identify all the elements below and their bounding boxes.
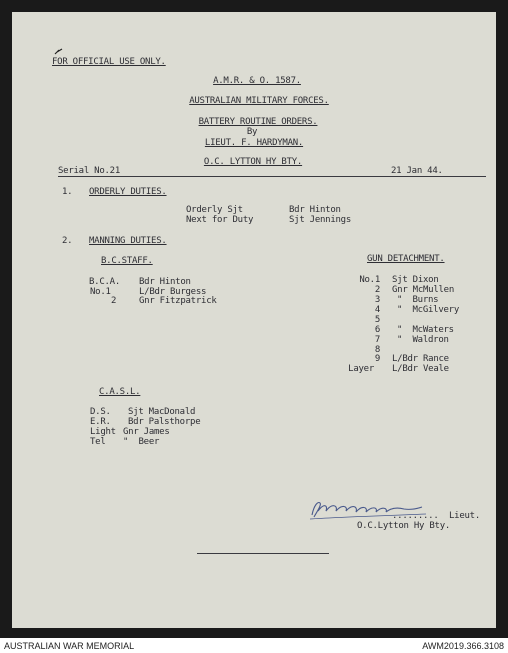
staff-role: B.C.A. (88, 277, 120, 287)
signature-title: O.C.Lytton Hy Bty. (357, 521, 451, 531)
casl-name: Sjt MacDonald (128, 407, 196, 417)
casl-role: Tel (90, 437, 106, 447)
gun-position: 2 (374, 285, 380, 295)
subsection-heading: GUN DETACHMENT. (367, 254, 445, 264)
bottom-rule (197, 553, 329, 554)
subsection-heading: C.A.S.L. (99, 387, 141, 397)
gun-crew-name: " Waldron (397, 335, 449, 345)
serial-number: Serial No.21 (58, 166, 121, 176)
duty-role: Next for Duty (186, 215, 254, 225)
officer-line: LIEUT. F. HARDYMAN. (204, 138, 304, 148)
duty-name: Sjt Jennings (289, 215, 352, 225)
signature-dots: ......... (392, 511, 439, 521)
staff-role: No.1 (90, 287, 111, 297)
duty-role: Orderly Sjt (186, 205, 243, 215)
gun-position: Layer (348, 364, 374, 374)
gun-crew-name: L/Bdr Rance (392, 354, 449, 364)
section-number: 1. (62, 187, 73, 197)
gun-position: 9 (374, 354, 380, 364)
order-date: 21 Jan 44. (391, 166, 443, 176)
gun-position: 8 (374, 345, 380, 355)
gun-crew-name: " Burns (397, 295, 439, 305)
section-number: 2. (62, 236, 73, 246)
gun-position: 5 (374, 315, 380, 325)
casl-role: Light (90, 427, 116, 437)
subsection-heading: B.C.STAFF. (101, 256, 153, 266)
document-title: BATTERY ROUTINE ORDERS. (198, 117, 318, 127)
staff-name: Bdr Hinton (139, 277, 191, 287)
gun-position: No.1 (359, 275, 380, 285)
casl-role: E.R. (90, 417, 111, 427)
gun-position: 7 (374, 335, 380, 345)
gun-crew-name: Gnr McMullen (392, 285, 455, 295)
tick-mark-icon (54, 48, 64, 56)
gun-crew-name: " McGilvery (397, 305, 460, 315)
force-line: AUSTRALIAN MILITARY FORCES. (189, 96, 329, 106)
staff-name: L/Bdr Burgess (139, 287, 207, 297)
gun-position: 3 (374, 295, 380, 305)
by-line: By (246, 127, 258, 137)
gun-crew-name: Sjt Dixon (392, 275, 439, 285)
footer-accession-number: AWM2019.366.3108 (422, 641, 504, 651)
gun-crew-name: L/Bdr Veale (392, 364, 449, 374)
staff-name: Gnr Fitzpatrick (139, 296, 217, 306)
gun-position: 6 (374, 325, 380, 335)
section-heading: ORDERLY DUTIES. (89, 187, 167, 197)
casl-name: " Beer (123, 437, 160, 447)
header-rule (58, 176, 486, 177)
duty-name: Bdr Hinton (289, 205, 341, 215)
reference-line: A.M.R. & O. 1587. (213, 76, 301, 86)
staff-role: 2 (111, 296, 117, 306)
gun-position: 4 (374, 305, 380, 315)
unit-line: O.C. LYTTON HY BTY. (203, 157, 303, 167)
section-heading: MANNING DUTIES. (89, 236, 167, 246)
casl-name: Bdr Palsthorpe (128, 417, 201, 427)
footer-archive: AUSTRALIAN WAR MEMORIAL (4, 641, 135, 651)
casl-name: Gnr James (123, 427, 170, 437)
signature-rank: Lieut. (449, 511, 481, 521)
gun-crew-name: " McWaters (397, 325, 454, 335)
restriction-notice: FOR OFFICIAL USE ONLY. (52, 57, 166, 67)
casl-role: D.S. (90, 407, 111, 417)
